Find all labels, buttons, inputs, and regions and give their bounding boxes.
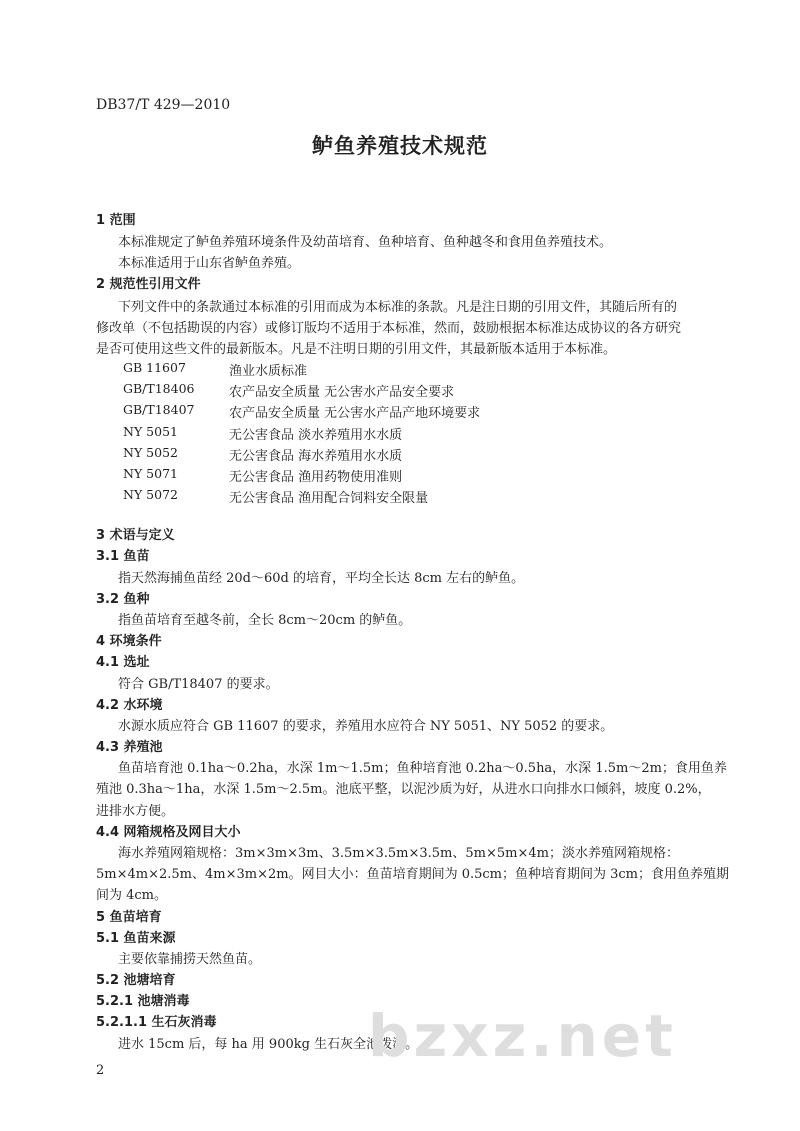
reference-name: 无公害食品 淡水养殖用水水质: [229, 428, 403, 443]
page-number: 2: [96, 1063, 105, 1078]
reference-code: GB/T18406: [123, 381, 195, 396]
paragraph-line: 鱼苗培育池 0.1ha～0.2ha，水深 1m～1.5m；鱼种培育池 0.2ha～0.5ha，水深 1.5m～2m；食用鱼养: [118, 761, 727, 776]
subsection-heading-5-2-1-1: 5.2.1.1 生石灰消毒: [96, 1015, 217, 1030]
subsection-heading-4-1: 4.1 选址: [96, 655, 150, 670]
reference-code: NY 5072: [123, 487, 178, 502]
reference-name: 渔业水质标准: [229, 364, 308, 379]
subsection-heading-5-1: 5.1 鱼苗来源: [96, 931, 176, 946]
paragraph-line: 指鱼苗培育至越冬前，全长 8cm～20cm 的鲈鱼。: [118, 613, 412, 628]
reference-code: NY 5071: [123, 466, 178, 481]
section-heading-3: 3 术语与定义: [96, 528, 175, 543]
subsection-heading-3-2: 3.2 鱼种: [96, 592, 150, 607]
section-heading-5: 5 鱼苗培育: [96, 910, 162, 925]
subsection-heading-4-3: 4.3 养殖池: [96, 740, 163, 755]
paragraph-line: 海水养殖网箱规格：3m×3m×3m、3.5m×3.5m×3.5m、5m×5m×4m；淡水养殖网箱规格：: [118, 846, 679, 861]
reference-code: NY 5051: [123, 424, 178, 439]
paragraph-line: 间为 4cm。: [96, 888, 168, 903]
paragraph-line: 水源水质应符合 GB 11607 的要求，养殖用水应符合 NY 5051、NY 5052 的要求。: [118, 719, 614, 734]
paragraph-line: 本标准适用于山东省鲈鱼养殖。: [118, 256, 301, 271]
reference-name: 农产品安全质量 无公害水产品安全要求: [229, 385, 455, 400]
section-heading-2: 2 规范性引用文件: [96, 277, 201, 292]
paragraph-line: 进水 15cm 后，每 ha 用 900kg 生石灰全池泼洒。: [118, 1037, 419, 1052]
paragraph-line: 指天然海捕鱼苗经 20d～60d 的培育，平均全长达 8cm 左右的鲈鱼。: [118, 571, 525, 586]
subsection-heading-5-2-1: 5.2.1 池塘消毒: [96, 994, 190, 1009]
paragraph-line: 主要依靠捕捞天然鱼苗。: [118, 952, 262, 967]
subsection-heading-4-4: 4.4 网箱规格及网目大小: [96, 825, 241, 840]
reference-code: NY 5052: [123, 445, 178, 460]
paragraph-line: 殖池 0.3ha～1ha，水深 1.5m～2.5m。池底平整，以泥沙质为好，从进水口向排水口倾斜，坡度 0.2%，: [96, 782, 711, 797]
section-heading-1: 1 范围: [96, 213, 136, 228]
reference-code: GB 11607: [123, 360, 186, 375]
document-code: DB37/T 429—2010: [96, 97, 231, 113]
reference-name: 无公害食品 渔用配合饲料安全限量: [229, 491, 429, 506]
paragraph-line: 本标准规定了鲈鱼养殖环境条件及幼苗培育、鱼种培育、鱼种越冬和食用鱼养殖技术。: [118, 235, 613, 250]
document-title: 鲈鱼养殖技术规范: [312, 133, 488, 158]
paragraph-line: 符合 GB/T18407 的要求。: [118, 677, 279, 692]
paragraph-line: 5m×4m×2.5m、4m×3m×2m。网目大小：鱼苗培育期间为 0.5cm；鱼种培育期间为 3cm；食用鱼养殖期: [96, 867, 729, 882]
paragraph-line: 是否可使用这些文件的最新版本。凡是不注明日期的引用文件，其最新版本适用于本标准。: [96, 342, 617, 357]
paragraph-line: 进排水方便。: [96, 804, 175, 819]
subsection-heading-5-2: 5.2 池塘培育: [96, 973, 176, 988]
subsection-heading-3-1: 3.1 鱼苗: [96, 549, 150, 564]
section-heading-4: 4 环境条件: [96, 634, 162, 649]
reference-name: 农产品安全质量 无公害水产品产地环境要求: [229, 406, 481, 421]
paragraph-line: 修改单（不包括勘误的内容）或修订版均不适用于本标准，然而，鼓励根据本标准达成协议的各方研究: [96, 321, 682, 336]
paragraph-line: 下列文件中的条款通过本标准的引用而成为本标准的条款。凡是注日期的引用文件，其随后所有的: [118, 300, 678, 315]
reference-name: 无公害食品 渔用药物使用准则: [229, 470, 403, 485]
watermark: bzxz.net: [368, 1002, 677, 1070]
reference-code: GB/T18407: [123, 402, 195, 417]
reference-name: 无公害食品 海水养殖用水水质: [229, 449, 403, 464]
subsection-heading-4-2: 4.2 水环境: [96, 698, 163, 713]
